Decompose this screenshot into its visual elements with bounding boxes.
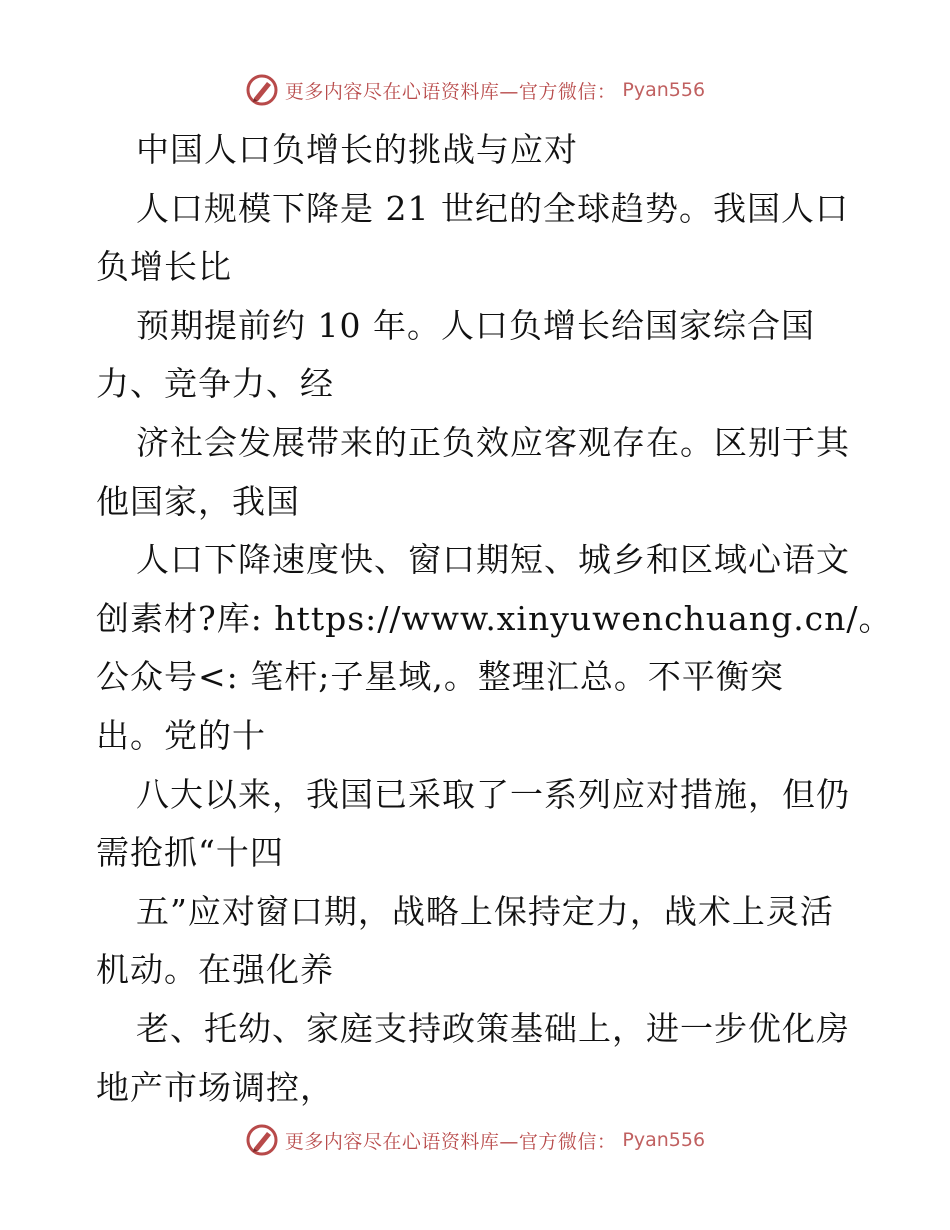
text-line: 老、托幼、家庭支持政策基础上，进一步优化房 [136,1008,850,1048]
text-line: 需抢抓“十四 [96,833,284,873]
header-wechat-id: Pyan556 [622,79,706,101]
footer-banner-text: 更多内容尽在心语资料库—官方微信： [284,1130,617,1153]
pen-logo-icon [245,73,279,107]
text-line: 人口规模下降是 21 世纪的全球趋势。我国人口 [136,188,849,228]
page-header [0,70,950,110]
text-line: 地产市场调控， [96,1067,334,1107]
text-line: 公众号<: 笔杆;子星域,。整理汇总。不平衡突 [96,657,784,697]
pen-logo-icon [245,1123,279,1157]
text-line: 机动。在强化养 [96,950,334,990]
header-banner [245,73,705,107]
page-footer [0,1120,950,1160]
text-line: 他国家，我国 [96,481,300,521]
text-line: 济社会发展带来的正负效应客观存在。区别于其 [136,422,850,462]
text-line: 八大以来，我国已采取了一系列应对措施，但仍 [136,774,850,814]
text-line: 力、竞争力、经 [96,364,334,404]
footer-wechat-id: Pyan556 [622,1129,706,1151]
header-banner-text: 更多内容尽在心语资料库—官方微信： [284,80,617,103]
text-line: 创素材?库: https://www.xinyuwenchuang.cn/。 [96,598,893,638]
text-line: 五”应对窗口期，战略上保持定力，战术上灵活 [136,891,834,931]
text-line: 负增长比 [96,247,232,287]
footer-banner [245,1123,705,1157]
text-line: 人口下降速度快、窗口期短、城乡和区域心语文 [136,540,850,580]
document-title: 中国人口负增长的挑战与应对 [136,130,578,169]
text-line: 预期提前约 10 年。人口负增长给国家综合国 [136,305,815,345]
text-line: 出。党的十 [96,715,266,755]
document-body [96,121,893,1117]
